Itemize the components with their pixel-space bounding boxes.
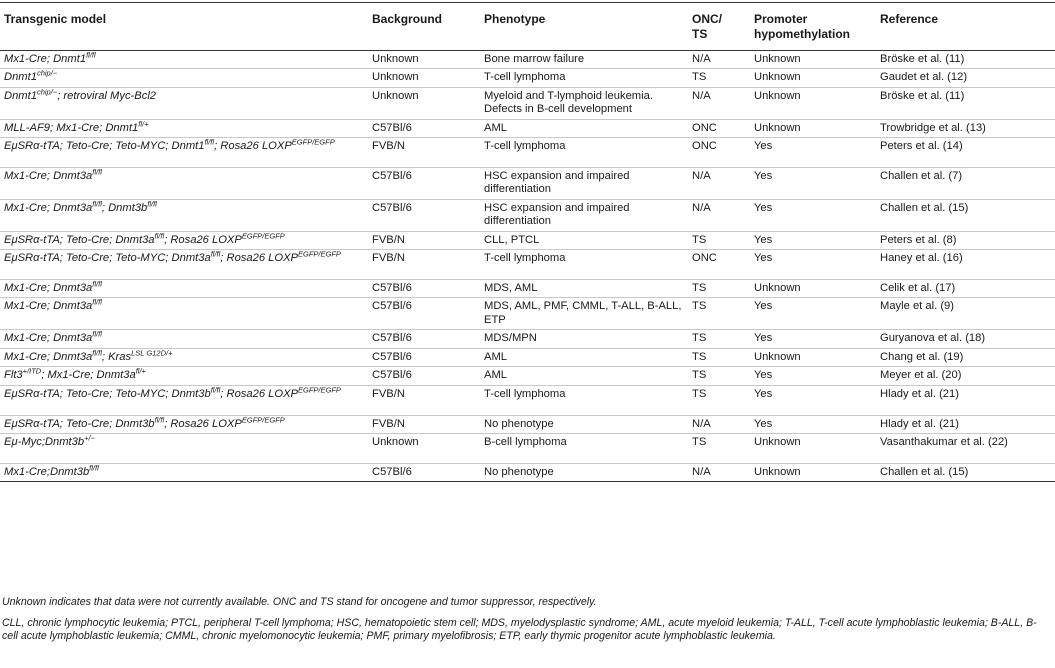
cell-reference: Celik et al. (17) (880, 282, 956, 295)
cell-transgenic-model: EμSRα-tTA; Teto-Cre; $Dnmt3a^{fl/fl}$; Rosa26 $LOXP^{EGFP/EGFP}$ (4, 230, 285, 246)
cell-phenotype: Bone marrow failure (484, 53, 585, 65)
cell-reference: Trowbridge et al. (13) (880, 121, 986, 134)
table-row (0, 51, 1055, 69)
cell-background: C57Bl/6 (372, 300, 412, 313)
cell-onc-ts: N/A (692, 53, 711, 65)
cell-reference: Guryanova et al. (18) (880, 332, 986, 345)
cell-promoter-hypomethylation: Yes (754, 417, 773, 430)
cell-transgenic-model: Mx1-Cre; $Dnmt3a^{fl/fl}$ (4, 329, 102, 345)
footnote-abbreviations: CLL, chronic lymphocytic leukemia; PTCL, peripheral T-cell lymphoma; HSC, hematopoietic stem cell; MDS, myelodysplastic syndrome; AML, acute myeloid leukemia; T-ALL, T-cell acute lymphoblastic leukemia; B-ALL, B-cell acute lymphoblastic leukemia; CMML, chronic myelomonocytic leukemia; PMF, primary myelofibrosis; ETP, early thymic progenitor acute lymphoblastic leukemia. (2, 617, 1037, 642)
cell-promoter-hypomethylation: Unknown (754, 53, 801, 65)
cell-background: Unknown (372, 53, 419, 65)
cell-transgenic-model: Mx1-Cre; $Dnmt3a^{fl/fl}$; Kras$^{LSL G12D/+}$ (4, 347, 173, 363)
cell-reference: Hlady et al. (21) (880, 387, 959, 400)
cell-reference: Challen et al. (15) (880, 465, 969, 478)
cell-phenotype: No phenotype (484, 417, 554, 430)
table-row (0, 199, 1055, 231)
cell-background: FVB/N (372, 417, 405, 430)
cell-reference: Chang et al. (19) (880, 350, 964, 363)
cell-background: FVB/N (372, 233, 405, 246)
cell-transgenic-model: EμSRα-tTA; Teto-Cre; Teto-MYC; $Dnmt3a^{fl/fl}$; Rosa26 $LOXP^{EGFP/EGFP}$ (4, 249, 341, 265)
table-row (0, 168, 1055, 200)
table-row (0, 250, 1055, 280)
cell-phenotype: AML (484, 369, 508, 382)
cell-onc-ts: TS (692, 387, 707, 400)
cell-background: C57Bl/6 (372, 121, 412, 134)
cell-phenotype: T-cell lymphoma (484, 387, 566, 400)
cell-onc-ts: N/A (692, 201, 711, 214)
table-row (0, 367, 1055, 385)
cell-phenotype: CLL, PTCL (484, 233, 540, 246)
transgenic-models-table (0, 2, 1055, 482)
cell-phenotype: AML (484, 121, 508, 134)
cell-transgenic-model: EμSRα-tTA; Teto-Cre; Teto-MYC; $Dnmt1^{fl/fl}$; Rosa26 $LOXP^{EGFP/EGFP}$ (4, 137, 335, 153)
cell-phenotype: T-cell lymphoma (484, 252, 566, 265)
cell-onc-ts: TS (692, 435, 707, 448)
cell-promoter-hypomethylation: Unknown (754, 350, 801, 363)
header-phenotype: Phenotype (484, 12, 546, 26)
cell-phenotype: MDS, AML, PMF, CMML, T-ALL, B-ALL, ETP (484, 300, 682, 326)
footnote-definitions: Unknown indicates that data were not currently available. ONC and TS stand for oncogene and tumor suppressor, respectively. (2, 596, 597, 608)
cell-onc-ts: TS (692, 282, 707, 295)
table-row (0, 433, 1055, 463)
cell-transgenic-model: Mx1-Cre; $Dnmt3a^{fl/fl}$ (4, 297, 102, 313)
table-row (0, 415, 1055, 433)
cell-background: C57Bl/6 (372, 332, 412, 345)
cell-promoter-hypomethylation: Yes (754, 300, 773, 313)
cell-transgenic-model: Mx1-Cre; $Dnmt3a^{fl/fl}$ (4, 167, 102, 183)
cell-transgenic-model: $Dnmt1^{chip/-}$ (4, 68, 58, 84)
cell-transgenic-model: Mx1-Cre; $Dnmt3a^{fl/fl}$; $Dnmt3b^{fl/fl}$ (4, 199, 157, 214)
cell-onc-ts: N/A (692, 417, 711, 430)
cell-background: Unknown (372, 71, 419, 84)
cell-transgenic-model: MLL-AF9; Mx1-Cre; $Dnmt1^{fl/+}$ (4, 118, 149, 134)
cell-promoter-hypomethylation: Yes (754, 170, 773, 183)
cell-reference: Bröske et al. (11) (880, 89, 965, 102)
table-row (0, 138, 1055, 168)
cell-transgenic-model: $Flt3^{+/ITD}$; Mx1-Cre; $Dnmt3a^{fl/+}$ (4, 366, 146, 382)
cell-phenotype: HSC expansion and impaired differentiation (484, 201, 630, 228)
cell-promoter-hypomethylation: Yes (754, 252, 773, 265)
cell-phenotype: HSC expansion and impaired differentiation (484, 170, 630, 196)
cell-reference: Hlady et al. (21) (880, 417, 959, 430)
header-onc-ts: ONC/ TS (692, 12, 722, 41)
cell-reference: Meyer et al. (20) (880, 369, 962, 382)
cell-promoter-hypomethylation: Yes (754, 332, 773, 345)
cell-reference: Peters et al. (14) (880, 140, 963, 153)
cell-onc-ts: N/A (692, 465, 711, 478)
cell-background: FVB/N (372, 140, 405, 153)
cell-background: C57Bl/6 (372, 369, 412, 382)
header-row (0, 3, 1055, 51)
cell-reference: Vasanthakumar et al. (22) (880, 435, 1008, 448)
cell-reference: Challen et al. (7) (880, 170, 963, 183)
cell-promoter-hypomethylation: Unknown (754, 121, 801, 134)
cell-background: FVB/N (372, 252, 405, 265)
cell-onc-ts: ONC (692, 140, 717, 153)
cell-transgenic-model: Mx1-Cre; $Dnmt3a^{fl/fl}$ (4, 279, 102, 295)
cell-onc-ts: TS (692, 350, 707, 363)
cell-transgenic-model: Eμ-Myc;Dnmt3b+/− (4, 433, 95, 448)
cell-onc-ts: ONC (692, 121, 717, 134)
cell-background: Unknown (372, 89, 419, 102)
table-body (0, 51, 1055, 482)
table-row (0, 119, 1055, 137)
cell-phenotype: B-cell lymphoma (484, 435, 567, 448)
cell-background: FVB/N (372, 387, 405, 400)
cell-promoter-hypomethylation: Yes (754, 233, 773, 246)
cell-transgenic-model: $Dnmt1^{chip/-}$; retroviral Myc-Bcl2 (4, 87, 157, 102)
cell-background: C57Bl/6 (372, 201, 412, 214)
cell-promoter-hypomethylation: Unknown (754, 71, 801, 84)
cell-phenotype: T-cell lymphoma (484, 71, 566, 84)
cell-transgenic-model: EμSRα-tTA; Teto-Cre; $Dnmt3b^{fl/fl}$; Rosa26 $LOXP^{EGFP/EGFP}$ (4, 414, 285, 430)
header-promoter-hypomethylation: Promoter hypomethylation (754, 12, 851, 41)
cell-onc-ts: N/A (692, 89, 711, 102)
cell-transgenic-model: $Mx1-Cre;Dnmt3b^{fl/fl}$ (4, 463, 99, 478)
cell-background: C57Bl/6 (372, 350, 412, 363)
cell-reference: Gaudet et al. (12) (880, 71, 968, 84)
table-header (0, 3, 1055, 51)
table-row (0, 330, 1055, 348)
cell-phenotype: AML (484, 350, 508, 363)
cell-promoter-hypomethylation: Yes (754, 201, 773, 214)
cell-onc-ts: TS (692, 300, 707, 313)
cell-phenotype: MDS, AML (484, 282, 538, 295)
table-row (0, 231, 1055, 249)
cell-onc-ts: ONC (692, 252, 717, 265)
cell-transgenic-model: EμSRα-tTA; Teto-Cre; Teto-MYC; $Dnmt3b^{fl/fl}$; Rosa26 $LOXP^{EGFP/EGFP}$ (4, 384, 341, 400)
cell-reference: Bröske et al. (11) (880, 53, 965, 65)
header-background: Background (372, 12, 443, 26)
table-row (0, 298, 1055, 330)
cell-reference: Mayle et al. (9) (880, 300, 954, 313)
cell-background: C57Bl/6 (372, 465, 412, 478)
cell-promoter-hypomethylation: Unknown (754, 89, 801, 102)
cell-background: Unknown (372, 435, 419, 448)
cell-onc-ts: N/A (692, 170, 711, 183)
cell-phenotype: T-cell lymphoma (484, 140, 566, 153)
cell-reference: Peters et al. (8) (880, 233, 957, 246)
cell-onc-ts: TS (692, 71, 707, 84)
header-transgenic-model: Transgenic model (4, 12, 107, 26)
cell-reference: Haney et al. (16) (880, 252, 963, 265)
table-row (0, 69, 1055, 87)
table-row (0, 280, 1055, 298)
cell-phenotype: No phenotype (484, 465, 554, 478)
header-reference: Reference (880, 12, 939, 26)
cell-promoter-hypomethylation: Yes (754, 369, 773, 382)
cell-background: C57Bl/6 (372, 282, 412, 295)
table-row (0, 385, 1055, 415)
cell-onc-ts: TS (692, 369, 707, 382)
cell-promoter-hypomethylation: Unknown (754, 465, 801, 478)
table-row (0, 348, 1055, 366)
table-row (0, 87, 1055, 119)
table-row (0, 463, 1055, 481)
cell-onc-ts: TS (692, 233, 707, 246)
cell-phenotype: MDS/MPN (484, 332, 537, 345)
cell-promoter-hypomethylation: Yes (754, 140, 773, 153)
cell-reference: Challen et al. (15) (880, 201, 969, 214)
cell-transgenic-model: Mx1-Cre; $Dnmt1^{fl/fl}$ (4, 50, 96, 65)
cell-promoter-hypomethylation: Unknown (754, 435, 801, 448)
cell-phenotype: Myeloid and T-lymphoid leukemia. Defects in B-cell development (484, 89, 653, 116)
cell-promoter-hypomethylation: Unknown (754, 282, 801, 295)
cell-background: C57Bl/6 (372, 170, 412, 183)
cell-onc-ts: TS (692, 332, 707, 345)
cell-promoter-hypomethylation: Yes (754, 387, 773, 400)
